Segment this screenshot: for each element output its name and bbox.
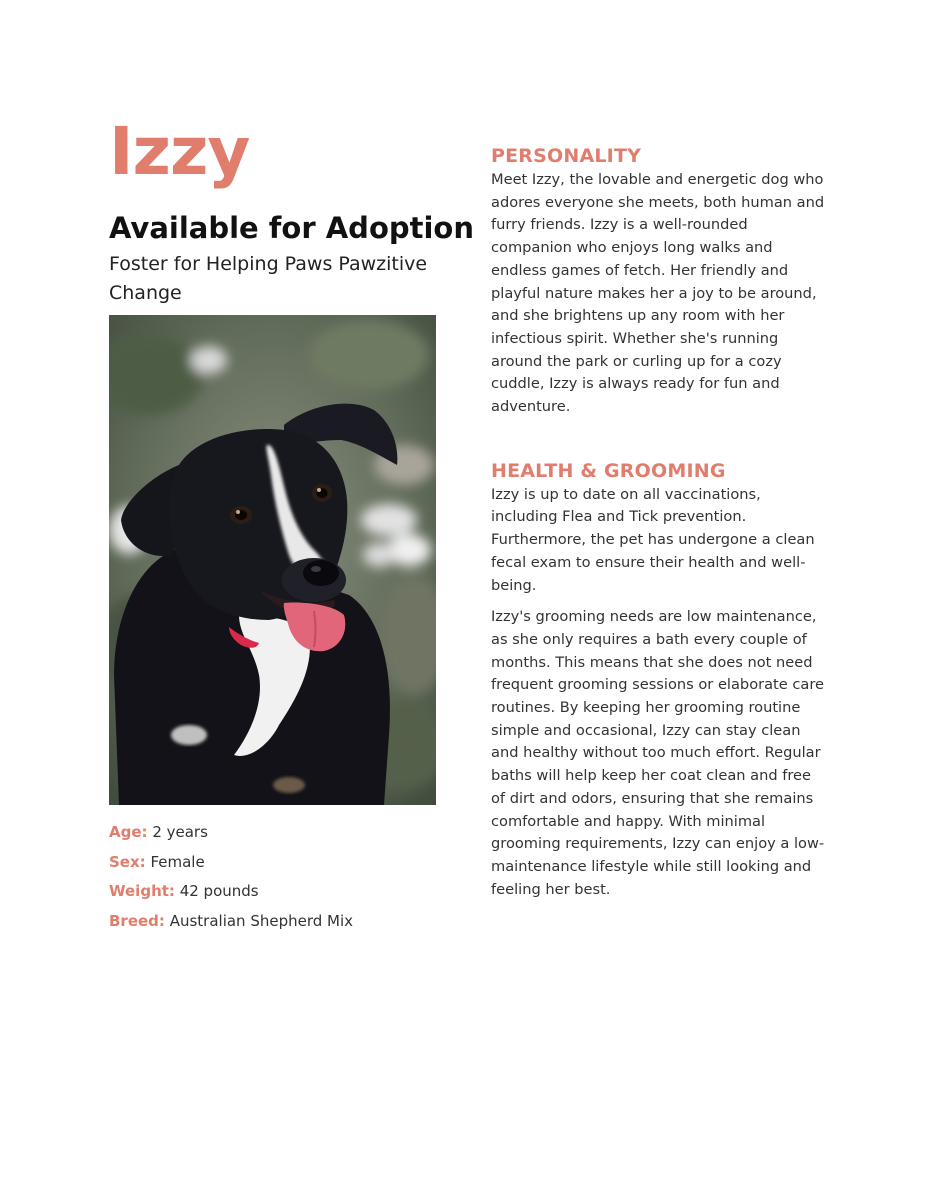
fact-value: Australian Shepherd Mix xyxy=(169,911,354,930)
pet-name: Izzy xyxy=(109,113,250,190)
fact-weight xyxy=(109,877,449,907)
fact-value: 42 pounds xyxy=(179,882,259,900)
adoption-headline: Available for Adoption xyxy=(109,211,474,245)
foster-line: Foster for Helping Paws Pawzitive Change xyxy=(109,253,428,304)
pet-facts xyxy=(109,818,449,936)
fact-label: Breed: xyxy=(109,911,165,930)
fact-breed xyxy=(109,907,449,937)
fact-label: Age: xyxy=(109,823,148,841)
fact-value: Female xyxy=(150,852,205,871)
health-text: Izzy is up to date on all vaccinations, including Flea and Tick prevention. Furthermore, the pet has undergone a clean fecal exam to ensure their health and well-being. xyxy=(491,485,815,594)
fact-age xyxy=(109,818,449,848)
dog-photo xyxy=(109,315,436,805)
fact-label: Sex: xyxy=(109,852,146,871)
right-column xyxy=(491,144,827,901)
personality-section xyxy=(491,144,827,419)
left-column xyxy=(109,112,474,308)
grooming-text: Izzy's grooming needs are low maintenance, as she only requires a bath every couple of months. This means that she does not need frequent grooming sessions or elaborate care routines. By keeping her grooming routine simple and occasional, Izzy can stay clean and healthy without too much effort. Regular baths will help keep her coat clean and free of dirt and odors, ensuring that she remains comfortable and happy. With minimal grooming requirements, Izzy can enjoy a low-maintenance lifestyle while still looking and feeling her best. xyxy=(491,608,825,898)
health-grooming-section xyxy=(491,459,827,902)
personality-heading: PERSONALITY xyxy=(491,145,642,167)
fact-value: 2 years xyxy=(152,823,208,841)
fact-label: Weight: xyxy=(109,882,175,900)
personality-text: Meet Izzy, the lovable and energetic dog who adores everyone she meets, both human and furry friends. Izzy is a well-rounded companion who enjoys long walks and endless games of fetch. Her friendly and playful nature makes her a joy to be around, and she brightens up any room with her infectious spirit. Whether she's running around the park or curling up for a cozy cuddle, Izzy is always ready for fun and adventure. xyxy=(491,171,825,416)
health-grooming-heading: HEALTH & GROOMING xyxy=(491,459,726,482)
fact-sex xyxy=(109,848,449,878)
